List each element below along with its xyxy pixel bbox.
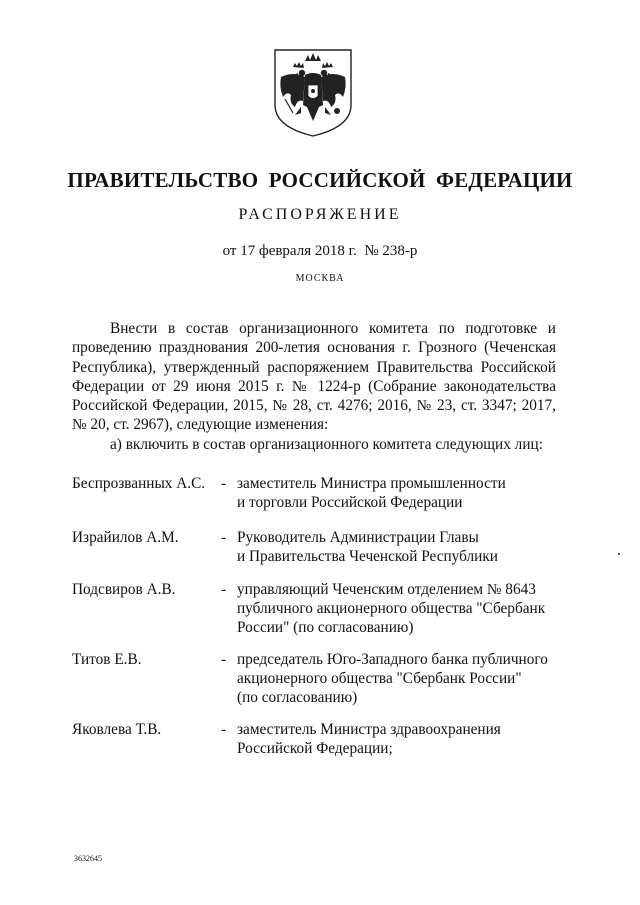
document-type: РАСПОРЯЖЕНИЕ xyxy=(238,206,402,223)
member-position-line: заместитель Министра здравоохранения xyxy=(237,721,501,738)
member-position-line: и Правительства Чеченской Республики xyxy=(237,548,498,565)
member-position xyxy=(237,528,567,566)
government-title: ПРАВИТЕЛЬСТВО РОССИЙСКОЙ ФЕДЕРАЦИИ xyxy=(67,168,573,192)
member-position xyxy=(237,720,567,758)
member-position xyxy=(237,474,567,512)
member-dash: - xyxy=(221,581,227,598)
document-city: МОСКВА xyxy=(295,273,345,284)
member-position xyxy=(237,580,567,637)
member-name: Яковлева Т.В. xyxy=(72,721,162,738)
member-name: Титов Е.В. xyxy=(72,651,142,668)
member-position xyxy=(237,650,567,707)
margin-mark xyxy=(618,553,620,555)
member-position-line: (по согласованию) xyxy=(237,689,358,706)
footer-document-code: 3632645 xyxy=(74,854,102,863)
document-date-line xyxy=(0,243,640,260)
coat-of-arms-emblem xyxy=(271,47,355,139)
member-position-line: Российской Федерации; xyxy=(237,740,393,757)
document-number: № 238-р xyxy=(364,243,418,259)
member-name: Израйилов А.М. xyxy=(72,529,179,546)
member-name: Подсвиров А.В. xyxy=(72,581,176,598)
date-prefix: от xyxy=(222,243,237,259)
member-name: Беспрозванных А.С. xyxy=(72,475,206,492)
member-position-line: акционерного общества "Сбербанк России" xyxy=(237,670,522,687)
member-position-line: Руководитель Администрации Главы xyxy=(237,529,479,546)
member-dash: - xyxy=(221,721,227,738)
member-dash: - xyxy=(221,475,227,492)
member-position-line: управляющий Чеченским отделением № 8643 xyxy=(237,581,536,598)
member-dash: - xyxy=(221,651,227,668)
item-a-paragraph: а) включить в состав организационного комитета следующих лиц: xyxy=(110,436,543,453)
member-position-line: заместитель Министра промышленности xyxy=(237,475,506,492)
intro-paragraph: Внести в состав организационного комитета по подготовке и проведению празднования 200-летия основания г. Грозного (Чеченская Республика), утвержденный распоряжением Правительства Российской Федерации от 29 июня 2015 г. № 1224-р (Собрание законодательства Российской Федерации, 2015, № 28, ст. 4276; 2016, № 23, ст. 3347; 2017, № 20, ст. 2967), следующие изменения: xyxy=(72,320,556,434)
member-position-line: публичного акционерного общества "Сбербанк xyxy=(237,600,546,617)
document-date: 17 февраля 2018 г. xyxy=(240,243,357,259)
member-position-line: России" (по согласованию) xyxy=(237,619,414,636)
member-position-line: и торговли Российской Федерации xyxy=(237,494,463,511)
member-position-line: председатель Юго-Западного банка публичного xyxy=(237,651,548,668)
member-dash: - xyxy=(221,529,227,546)
